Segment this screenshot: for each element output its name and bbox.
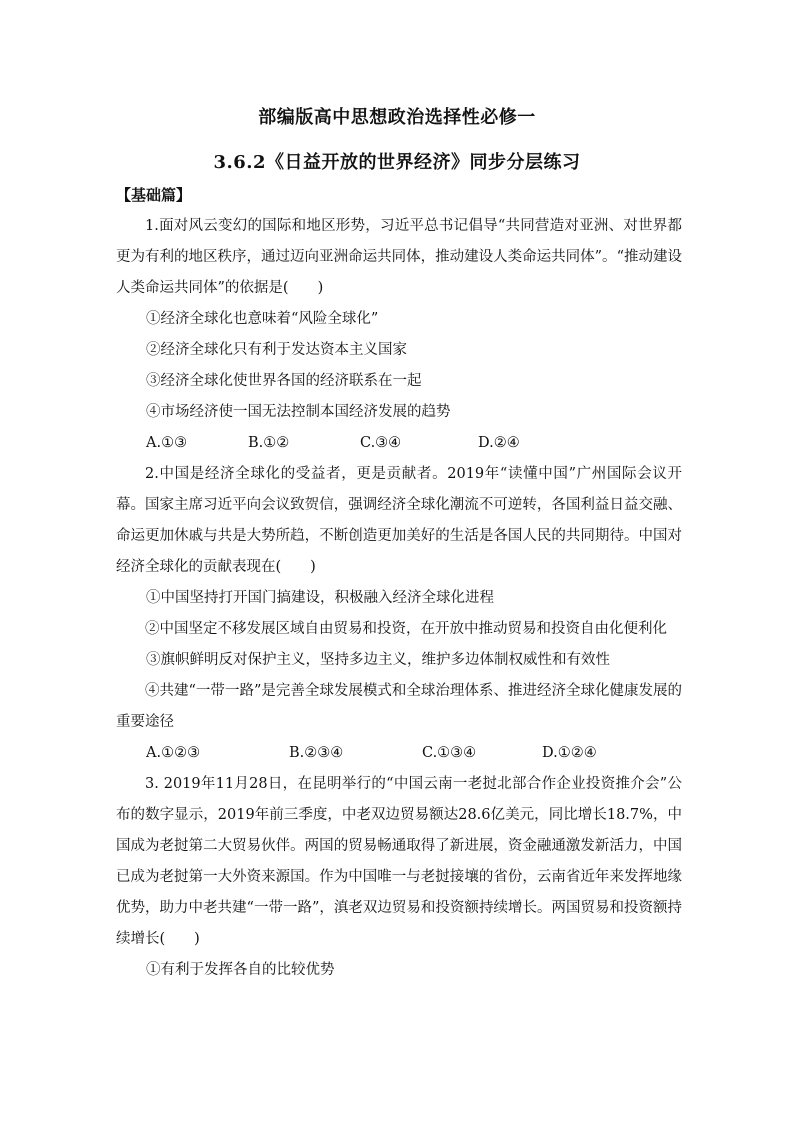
question-stem: 3. 2019年11月28日，在昆明举行的“中国云南一老挝北部合作企业投资推介会”公布的数字显示，2019年前三季度，中老双边贸易额达28.6亿美元，同比增长18.7%，中国成为老挝第二大贸易伙伴。两国的贸易畅通取得了新进展，资金融通激发新活力，中国已成为老挝第一大外资来源国。作为中国唯一与老挝接壤的省份，云南省近年来发挥地缘优势，助力中老共建“一带一路”，滇老双边贸易和投资额持续增长。两国贸易和投资额持续增长( ) [116,776,682,947]
answer-choice: C.③④ [360,435,402,451]
answer-choice: D.①②④ [542,745,597,761]
question-option: ③经济全球化使世界各国的经济联系在一起 [146,373,422,389]
question-stem: 2.中国是经济全球化的受益者，更是贡献者。2019年“读懂中国”广州国际会议开幕。国家主席习近平向会议致贺信，强调经济全球化潮流不可逆转，各国利益日益交融、命运更加休戚与共是大势所趋，不断创造更加美好的生活是各国人民的共同期待。中国对经济全球化的贡献表现在( ) [116,466,682,575]
question-option: ①经济全球化也意味着“风险全球化” [146,311,379,327]
question-option: ①中国坚持打开国门搞建设，积极融入经济全球化进程 [146,590,494,606]
question-option: ②中国坚定不移发展区域自由贸易和投资，在开放中推动贸易和投资自由化便利化 [145,621,667,637]
document-subtitle: 3.6.2《日益开放的世界经济》同步分层练习 [213,152,581,173]
answer-choice: A.①③ [146,435,188,451]
answer-choice: A.①②③ [146,745,201,761]
answer-choice: C.①③④ [422,745,477,761]
answer-choice: B.①② [248,435,290,451]
answer-choices [116,428,682,459]
question-option: ③旗帜鲜明反对保护主义，坚持多边主义，维护多边体制权威性和有效性 [146,652,610,668]
question-option: ②经济全球化只有利于发达资本主义国家 [146,342,407,358]
document-title: 部编版高中思想政治选择性必修一 [258,107,536,128]
section-heading: 【基础篇】 [116,186,192,204]
question-stem: 1.面对风云变幻的国际和地区形势，习近平总书记倡导“共同营造对亚洲、对世界都更为有利的地区秩序，通过迈向亚洲命运共同体，推动建设人类命运共同体”。“推动建设人类命运共同体”的依据是( ) [116,218,682,296]
answer-choice: D.②④ [478,435,520,451]
question-option: ④市场经济使一国无法控制本国经济发展的趋势 [146,404,451,420]
question-option: ④共建“一带一路”是完善全球发展模式和全球治理体系、推进经济全球化健康发展的重要途径 [116,683,682,730]
question-list [116,211,682,986]
answer-choices [116,738,682,769]
question-option: ①有利于发挥各自的比较优势 [146,962,335,978]
answer-choice: B.②③④ [289,745,344,761]
